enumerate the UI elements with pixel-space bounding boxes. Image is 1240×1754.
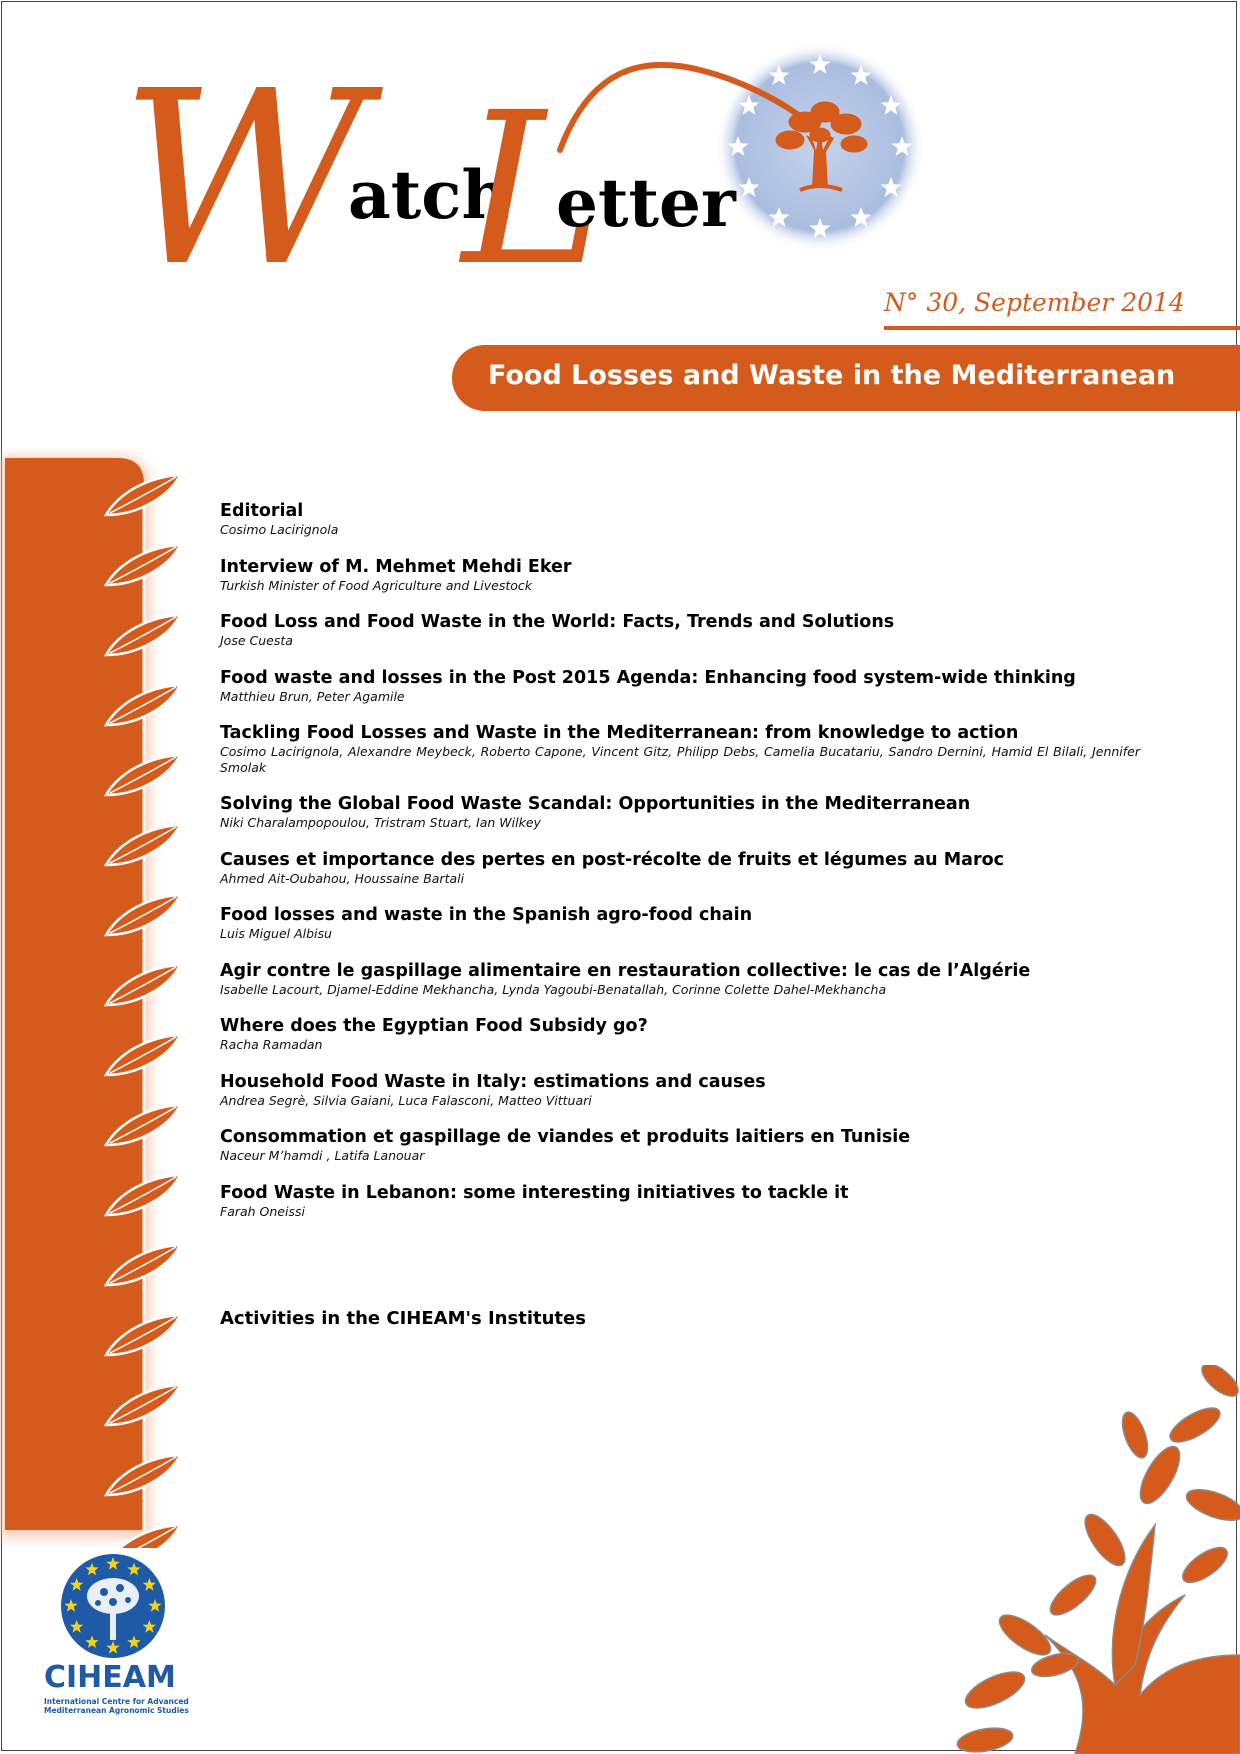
toc-item-title: Food Loss and Food Waste in the World: Facts, Trends and Solutions <box>220 612 895 632</box>
olive-tree-icon <box>955 1365 1240 1754</box>
ciheam-wordmark: CIHEAM <box>44 1660 176 1695</box>
toc-item[interactable] <box>220 500 1220 556</box>
toc-item-title: Interview of M. Mehmet Mehdi Eker <box>220 556 572 577</box>
toc-item-title: Food Waste in Lebanon: some interesting initiatives to tackle it <box>220 1182 849 1203</box>
toc-item[interactable] <box>220 1071 1220 1127</box>
toc-item-title: Food losses and waste in the Spanish agro-food chain <box>220 905 753 925</box>
toc-item-authors: Racha Ramadan <box>220 1037 323 1052</box>
toc-item-title: Agir contre le gaspillage alimentaire en restauration collective: le cas de l’Algérie <box>220 960 1031 981</box>
ciheam-subtitle: International Centre for Advanced Mediterranean Agronomic Studies <box>44 1697 189 1715</box>
toc-item[interactable] <box>220 1182 1220 1238</box>
leaf-side-bar <box>0 448 205 1548</box>
masthead-l-initial: L <box>462 67 602 300</box>
toc-item-title: Causes et importance des pertes en post-récolte de fruits et légumes au Maroc <box>220 849 1004 870</box>
masthead-letter-rest: etter <box>556 164 736 242</box>
toc-item-title: Editorial <box>220 501 304 521</box>
toc-item-title: Consommation et gaspillage de viandes et produits laitiers en Tunisie <box>220 1127 911 1147</box>
toc-item[interactable] <box>220 960 1220 1016</box>
table-of-contents <box>220 500 1220 1237</box>
toc-item[interactable] <box>220 667 1220 723</box>
toc-item-title: Food waste and losses in the Post 2015 Agenda: Enhancing food system-wide thinking <box>220 667 1076 688</box>
toc-item-authors: Isabelle Lacourt, Djamel-Eddine Mekhancha, Lynda Yagoubi-Benatallah, Corinne Colette Dahel-Mekhancha <box>220 981 887 997</box>
toc-item-authors: Farah Oneissi <box>220 1203 305 1219</box>
issue-rule <box>884 326 1240 330</box>
toc-item[interactable] <box>220 722 1220 793</box>
banner-title: Food Losses and Waste in the Mediterranean <box>488 360 1176 391</box>
toc-item[interactable] <box>220 1015 1220 1071</box>
toc-item-authors: Matthieu Brun, Peter Agamile <box>220 688 405 704</box>
activities-heading[interactable]: Activities in the CIHEAM's Institutes <box>220 1308 586 1329</box>
theme-banner <box>452 345 1240 411</box>
toc-item-title: Household Food Waste in Italy: estimations and causes <box>220 1071 766 1092</box>
toc-item-authors: Jose Cuesta <box>220 633 293 648</box>
issue-number: N° 30, September 2014 <box>884 288 1185 317</box>
masthead-w-initial: W <box>120 39 367 300</box>
toc-item[interactable] <box>220 556 1220 612</box>
toc-item-authors: Niki Charalampopoulou, Tristram Stuart, Ian Wilkey <box>220 815 541 830</box>
toc-item[interactable] <box>220 904 1220 960</box>
toc-item[interactable] <box>220 611 1220 667</box>
toc-item-authors: Turkish Minister of Food Agriculture and Livestock <box>220 577 533 593</box>
toc-item-authors: Cosimo Lacirignola, Alexandre Meybeck, Roberto Capone, Vincent Gitz, Philipp Debs, Camelia Bucatariu, Sandro Dernini, Hamid El Bilali, Jennifer Smolak <box>220 744 1140 775</box>
toc-item-authors: Naceur M’hamdi , Latifa Lanouar <box>220 1148 425 1163</box>
toc-item-authors: Andrea Segrè, Silvia Gaiani, Luca Falasconi, Matteo Vittuari <box>220 1092 592 1108</box>
watch-letter-masthead <box>0 0 1240 300</box>
toc-item[interactable] <box>220 1126 1220 1182</box>
toc-item-authors: Luis Miguel Albisu <box>220 926 332 941</box>
toc-item-authors: Ahmed Ait-Oubahou, Houssaine Bartali <box>220 870 465 886</box>
toc-item-title: Tackling Food Losses and Waste in the Mediterranean: from knowledge to action <box>220 723 1019 743</box>
toc-item[interactable] <box>220 849 1220 905</box>
masthead-watch-rest: atch <box>348 156 510 234</box>
toc-item-title: Where does the Egyptian Food Subsidy go? <box>220 1016 648 1036</box>
emblem-icon <box>715 42 925 252</box>
toc-item-title: Solving the Global Food Waste Scandal: Opportunities in the Mediterranean <box>220 794 971 814</box>
toc-item[interactable] <box>220 793 1220 849</box>
toc-item-authors: Cosimo Lacirignola <box>220 522 339 537</box>
